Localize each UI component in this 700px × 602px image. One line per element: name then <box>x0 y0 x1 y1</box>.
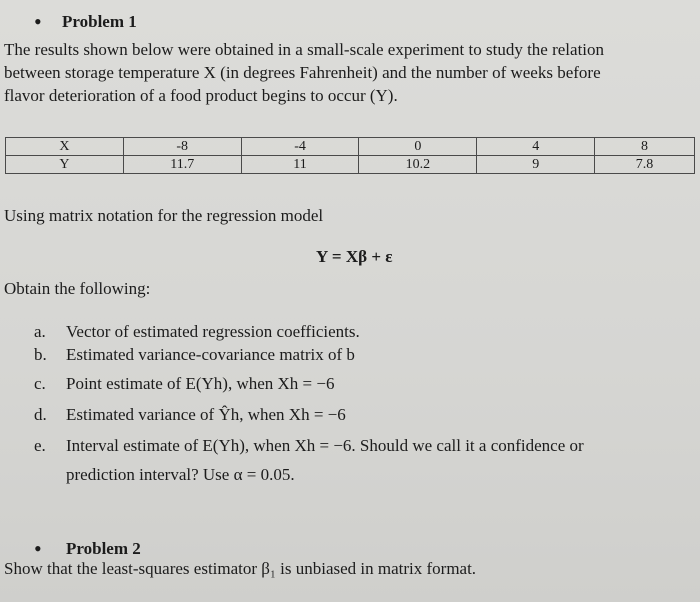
table-cell: 4 <box>477 138 595 156</box>
problem2-heading: Problem 2 <box>66 539 141 558</box>
bullet-icon: • <box>34 536 42 561</box>
intro-line-3: flavor deterioration of a food product begins to occur (Y). <box>4 86 398 105</box>
problem1-heading: Problem 1 <box>62 12 137 31</box>
item-b-text: Estimated variance-covariance matrix of b <box>66 345 355 364</box>
item-e-text: Interval estimate of E(Yh), when Xh = −6. Should we call it a confidence or <box>66 436 584 455</box>
table-row-label: Y <box>6 156 124 174</box>
table-cell: 11 <box>241 156 359 174</box>
problem2-text: Show that the least-squares estimator β₁ is unbiased in matrix format. <box>4 559 477 578</box>
table-cell: 8 <box>595 138 695 156</box>
table-row-label: X <box>6 138 124 156</box>
item-e-text-continued: prediction interval? Use α = 0.05. <box>66 465 295 484</box>
item-c-letter: c. <box>34 374 46 393</box>
table-cell: -4 <box>241 138 359 156</box>
item-c-text: Point estimate of E(Yh), when Xh = −6 <box>66 374 335 393</box>
item-e-letter: e. <box>34 436 46 455</box>
table-cell: 9 <box>477 156 595 174</box>
item-d-letter: d. <box>34 405 47 424</box>
data-table <box>5 137 695 174</box>
matrix-notation-line: Using matrix notation for the regression model <box>4 206 324 225</box>
bullet-icon: • <box>34 9 42 34</box>
table-cell: 0 <box>359 138 477 156</box>
item-b-letter: b. <box>34 345 47 364</box>
obtain-line: Obtain the following: <box>4 279 151 298</box>
item-a-text: Vector of estimated regression coefficients. <box>66 322 360 341</box>
table-row <box>6 156 695 174</box>
intro-line-2: between storage temperature X (in degrees Fahrenheit) and the number of weeks before <box>4 63 601 82</box>
table-cell: 10.2 <box>359 156 477 174</box>
item-d-text: Estimated variance of Ŷh, when Xh = −6 <box>66 405 346 424</box>
item-a-letter: a. <box>34 322 46 341</box>
table-cell: 11.7 <box>123 156 241 174</box>
table-cell: -8 <box>123 138 241 156</box>
regression-model-formula: Y = Xβ + ε <box>316 247 393 266</box>
table-cell: 7.8 <box>595 156 695 174</box>
intro-line-1: The results shown below were obtained in a small-scale experiment to study the relation <box>4 40 605 59</box>
table-row <box>6 138 695 156</box>
